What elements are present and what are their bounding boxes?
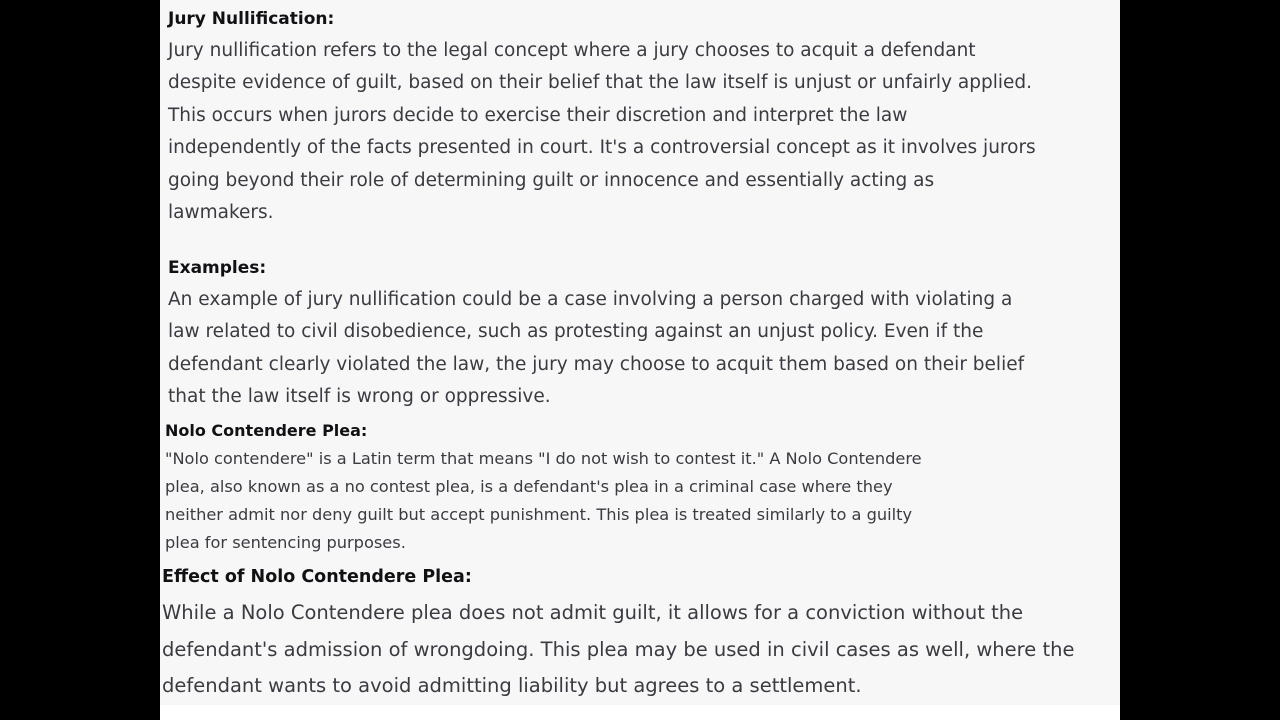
text-line: despite evidence of guilt, based on their belief that the law itself is unjust or unfairly applied. [168, 72, 1033, 94]
text-line: Jury nullification refers to the legal concept where a jury chooses to acquit a defendant [168, 40, 976, 61]
section-heading-nolo-contendere-plea: Nolo Contendere Plea: [165, 421, 368, 440]
section-body-examples [168, 284, 1024, 414]
text-line: defendant's admission of wrongdoing. This plea may be used in civil cases as well, where the [162, 637, 1075, 661]
section-body-effect-of-plea [162, 595, 1074, 705]
text-line: plea, also known as a no contest plea, is a defendant's plea in a criminal case where they [165, 477, 893, 496]
section-heading-examples: Examples: [168, 258, 267, 278]
section-heading-jury-nullification: Jury Nullification: [168, 9, 335, 29]
text-line: lawmakers. [168, 202, 274, 224]
text-line: defendant wants to avoid admitting liability but agrees to a settlement. [162, 674, 862, 697]
text-line: This occurs when jurors decide to exercise their discretion and interpret the law [168, 104, 908, 126]
section-heading-effect-of-plea: Effect of Nolo Contendere Plea: [162, 567, 472, 587]
text-line: that the law itself is wrong or oppressive. [168, 386, 551, 408]
text-line: An example of jury nullification could be a case involving a person charged with violating a [168, 289, 1013, 310]
text-line: going beyond their role of determining guilt or innocence and essentially acting as [168, 169, 935, 191]
text-line: defendant clearly violated the law, the jury may choose to acquit them based on their belief [168, 353, 1025, 375]
text-line: While a Nolo Contendere plea does not admit guilt, it allows for a conviction without the [162, 601, 1024, 624]
text-line: neither admit nor deny guilt but accept punishment. This plea is treated similarly to a guilty [165, 505, 913, 524]
text-line: plea for sentencing purposes. [165, 533, 406, 552]
section-body-jury-nullification [168, 35, 1036, 229]
document-page [160, 0, 1120, 705]
text-line: independently of the facts presented in court. It's a controversial concept as it involves jurors [168, 137, 1036, 159]
text-line: "Nolo contendere" is a Latin term that means "I do not wish to contest it." A Nolo Contendere [165, 449, 922, 468]
section-body-nolo-contendere-plea [165, 445, 922, 557]
page-bottom-strip [160, 705, 1120, 720]
text-line: law related to civil disobedience, such as protesting against an unjust policy. Even if the [168, 321, 984, 343]
